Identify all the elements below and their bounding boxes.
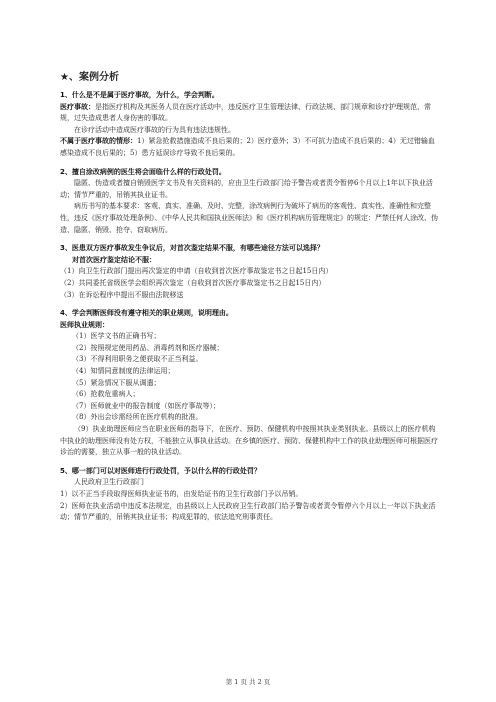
- q4-item: （4）知情同意制度的法律运用；: [72, 367, 175, 376]
- q4-item: （3）不得利用职务之便获取不正当利益。: [72, 355, 203, 364]
- q2-paragraph-1: 隐匿、伪造或者擅自销毁医学文书及有关资料的，应由卫生行政部门给予警告或者责令暂停6个月以上1年以下执业活动；情节严重的，吊销其执业证书。: [60, 179, 433, 199]
- q3-subheading: 对首次医疗鉴定结论不服：: [72, 255, 156, 264]
- q4-item: （6）抢救危重病人；: [72, 390, 140, 399]
- q3-item: （3）在诉讼程序中提出不服由法院移送: [60, 290, 184, 299]
- exclusions-text: 1）紧急抢救措施造成不良后果的；2）医疗意外；3）不可抗力造成不良后果的；4）无过错输血感染造成不良后果的；5）患方延误诊疗导致不良后果的。: [60, 137, 435, 157]
- page-footer: 第 1 页 共 2 页: [225, 678, 271, 686]
- q4-item-9: （9）执业助理医师应当在职业医师的指导下，在医疗、预防、保健机构中按照其执业类别执业。县级以上的医疗机构中执业的助理医师没有处方权，不能独立从事执业活动。在乡镇的医疗、预防、保健机构中工作的执业助理医师可根据医疗诊治的需要，独立从事一般的执业活动。: [60, 425, 438, 457]
- exclusions-label: 不属于医疗事故的情形：: [60, 137, 137, 146]
- q4-item: （5）紧急情况下服从调遣；: [72, 378, 161, 387]
- question-4-heading: 4、学会判断医师没有遵守相关的职业规则，说明理由。: [60, 309, 233, 318]
- q3-item: （1）向卫生行政部门提出再次鉴定的申请（自收到首次医疗事故鉴定书之日起15日内）: [60, 267, 333, 276]
- q5-paragraph-2: 2）医师在执业活动中违反本法规定，由县级以上人民政府卫生行政部门给予警告或者责令暂停六个月以上一年以下执业活动；情节严重的，吊销其执业证书；构成犯罪的，依法追究刑事责任。: [60, 501, 436, 522]
- question-1-heading: 1、什么是不是属于医疗事故，为什么，学会判断。: [60, 91, 219, 99]
- q3-item: （2）共同委托省级医学会组织再次鉴定（自收到首次医疗事故鉴定书之日起15日内）: [60, 278, 326, 287]
- definition-label: 医疗事故：: [60, 102, 95, 111]
- question-2-heading: 2、擅自涂改病例的医生将会面临什么样的行政处罚。: [60, 167, 226, 176]
- q4-subheading: 医师执业规则：: [60, 320, 109, 329]
- section-title: ★、案例分析: [60, 72, 119, 83]
- document-body: [60, 90, 440, 524]
- question-5-heading: 5、哪一部门可以对医师进行行政处罚，予以什么样的行政处罚？: [60, 466, 261, 475]
- question-3-heading: 3、医患双方医疗事故发生争议后，对首次鉴定结果不服，有哪些途径方法可以选择？: [60, 244, 324, 253]
- q4-item: （8）外出会诊需经所在医疗机构的批准。: [72, 413, 203, 422]
- q4-item: （7）医师就业中的报告制度（如医疗事故等）；: [72, 401, 220, 410]
- q4-item: （2）按照规定使用药品、消毒药剂和医疗器械；: [72, 343, 224, 352]
- q5-paragraph-0: 人民政府卫生行政部门: [74, 478, 144, 487]
- exclusions-paragraph: [60, 136, 440, 159]
- definition-paragraph: [60, 102, 440, 125]
- q2-paragraph-2: 病历书写的基本要求：客观、真实、准确、及时、完整，涂改病例行为破坏了病历的客观性、真实性、准确性和完整性，违反《医疗事故处理条例》、《中华人民共和国执业医师法》和《医疗机构病历管理规定》的规定：严禁任何人涂改、伪造、隐匿、销毁、抢夺、窃取病历。: [60, 202, 438, 234]
- q5-paragraph-1: 1）以不正当手段取得医师执业证书的，由发给证书的卫生行政部门予以吊销。: [60, 490, 303, 498]
- q4-item: （1）医学文书的正确书写；: [72, 332, 161, 341]
- note-paragraph: 在诊疗活动中造成医疗事故的行为具有违法违规性。: [74, 125, 235, 134]
- definition-text: 是指医疗机构及其医务人员在医疗活动中，违反医疗卫生管理法律、行政法规、部门规章和诊疗护理规范、常规，过失造成患者人身伤害的事故。: [60, 102, 431, 123]
